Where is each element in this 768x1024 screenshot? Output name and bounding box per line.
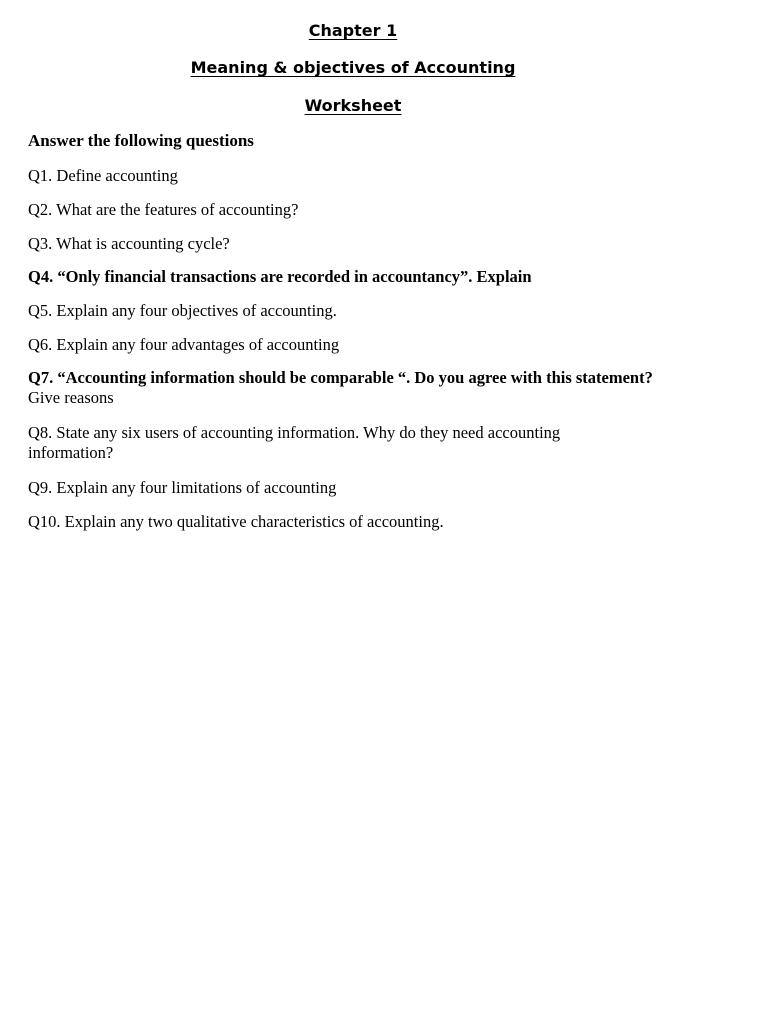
question-7 (28, 368, 748, 408)
question-8-line-2: information? (28, 443, 114, 462)
question-2: Q2. What are the features of accounting? (28, 200, 299, 219)
question-6: Q6. Explain any four advantages of accounting (28, 335, 340, 354)
worksheet-heading: Worksheet (304, 96, 402, 115)
question-1: Q1. Define accounting (28, 166, 178, 185)
question-5: Q5. Explain any four objectives of accounting. (28, 301, 337, 320)
question-7-line-1: Q7. “Accounting information should be comparable “. Do you agree with this statement? (28, 368, 653, 387)
question-7-line-2: Give reasons (28, 388, 114, 407)
topic-heading: Meaning & objectives of Accounting (190, 58, 516, 77)
question-4: Q4. “Only financial transactions are recorded in accountancy”. Explain (28, 267, 532, 286)
question-3: Q3. What is accounting cycle? (28, 234, 230, 253)
question-8 (28, 423, 748, 463)
question-10: Q10. Explain any two qualitative characteristics of accounting. (28, 512, 444, 531)
question-8-line-1: Q8. State any six users of accounting information. Why do they need accounting (28, 423, 561, 442)
chapter-heading: Chapter 1 (308, 21, 398, 40)
instruction-text: Answer the following questions (28, 131, 254, 150)
question-9: Q9. Explain any four limitations of accounting (28, 478, 337, 497)
